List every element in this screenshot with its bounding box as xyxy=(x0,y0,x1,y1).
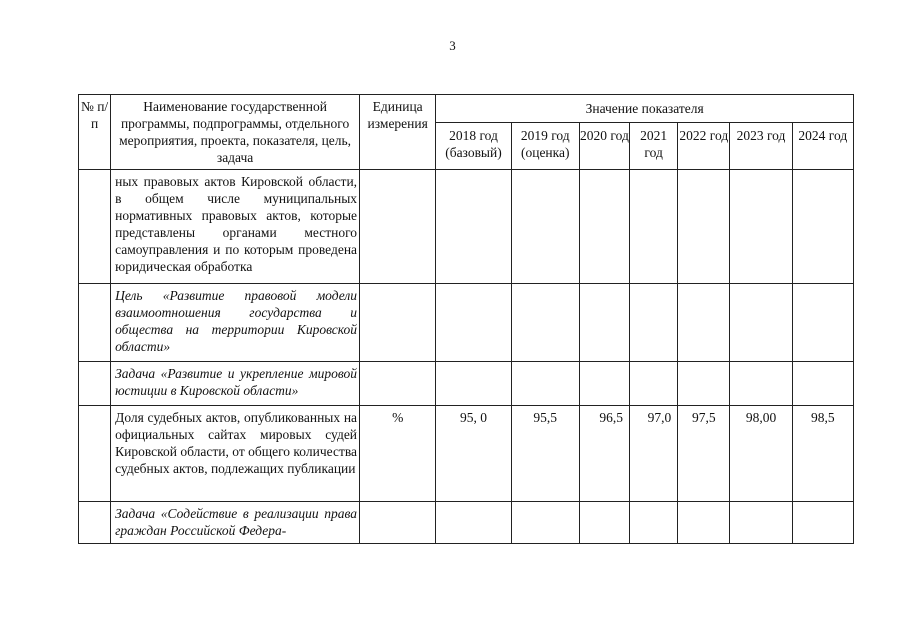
value-cell: 95, 0 xyxy=(436,406,511,502)
value-cell xyxy=(579,170,629,284)
value-cell xyxy=(511,362,579,406)
value-cell xyxy=(630,284,678,362)
value-cell: 96,5 xyxy=(579,406,629,502)
value-cell: 98,00 xyxy=(730,406,792,502)
value-cell: 97,5 xyxy=(678,406,730,502)
header-year: 2018 год (базовый) xyxy=(436,123,511,170)
row-num-cell xyxy=(79,406,111,502)
value-cell xyxy=(579,362,629,406)
header-row-1 xyxy=(79,95,854,123)
row-num-cell xyxy=(79,284,111,362)
row-num-cell xyxy=(79,502,111,544)
page-number: 3 xyxy=(449,38,456,53)
table-row xyxy=(79,406,854,502)
value-cell xyxy=(436,284,511,362)
header-year: 2021 год xyxy=(630,123,678,170)
value-cell xyxy=(678,502,730,544)
header-year: 2019 год (оценка) xyxy=(511,123,579,170)
value-cell xyxy=(630,362,678,406)
value-cell xyxy=(730,170,792,284)
value-cell xyxy=(730,502,792,544)
header-year: 2024 год xyxy=(792,123,853,170)
value-cell xyxy=(579,284,629,362)
header-year: 2020 год xyxy=(579,123,629,170)
value-cell: 98,5 xyxy=(792,406,853,502)
header-value-group: Значение показателя xyxy=(436,95,854,123)
header-unit: Единица измерения xyxy=(360,95,436,170)
value-cell: 95,5 xyxy=(511,406,579,502)
value-cell xyxy=(792,170,853,284)
row-unit xyxy=(360,362,436,406)
value-cell xyxy=(730,284,792,362)
table-row xyxy=(79,362,854,406)
value-cell xyxy=(792,362,853,406)
table-row xyxy=(79,170,854,284)
value-cell xyxy=(678,362,730,406)
table-row xyxy=(79,284,854,362)
row-name-goal: Цель «Развитие правовой модели взаимоотношения государства и общества на территории Кировской области» xyxy=(111,284,360,362)
value-cell xyxy=(511,502,579,544)
row-unit xyxy=(360,170,436,284)
value-cell xyxy=(678,284,730,362)
indicator-table xyxy=(78,94,854,544)
value-cell xyxy=(730,362,792,406)
row-name-indicator: Доля судебных актов, опубликованных на официальных сайтах мировых судей Кировской области, от общего количества судебных актов, подлежащих публикации xyxy=(111,406,360,502)
value-cell xyxy=(436,362,511,406)
value-cell xyxy=(436,170,511,284)
row-unit: % xyxy=(360,406,436,502)
value-cell xyxy=(792,502,853,544)
value-cell xyxy=(436,502,511,544)
value-cell xyxy=(630,170,678,284)
value-cell xyxy=(792,284,853,362)
row-name-task: Задача «Содействие в реализации права граждан Российской Федера- xyxy=(111,502,360,544)
row-unit xyxy=(360,502,436,544)
value-cell xyxy=(511,284,579,362)
table-row xyxy=(79,502,854,544)
value-cell xyxy=(511,170,579,284)
value-cell xyxy=(579,502,629,544)
header-name: Наименование государственной программы, подпрограммы, отдельного мероприятия, проекта, показателя, цель, задача xyxy=(111,95,360,170)
row-unit xyxy=(360,284,436,362)
row-name-task: Задача «Развитие и укрепление мировой юстиции в Кировской области» xyxy=(111,362,360,406)
value-cell xyxy=(630,502,678,544)
value-cell xyxy=(678,170,730,284)
row-num-cell xyxy=(79,362,111,406)
value-cell: 97,0 xyxy=(630,406,678,502)
header-year: 2022 год xyxy=(678,123,730,170)
row-name: ных правовых актов Кировской области, в общем числе муниципальных нормативных правовых актов, которые представлены органами местного самоуправления и по которым проведена юридическая обработка xyxy=(111,170,360,284)
row-num-cell xyxy=(79,170,111,284)
header-num: № п/п xyxy=(79,95,111,170)
header-year: 2023 год xyxy=(730,123,792,170)
